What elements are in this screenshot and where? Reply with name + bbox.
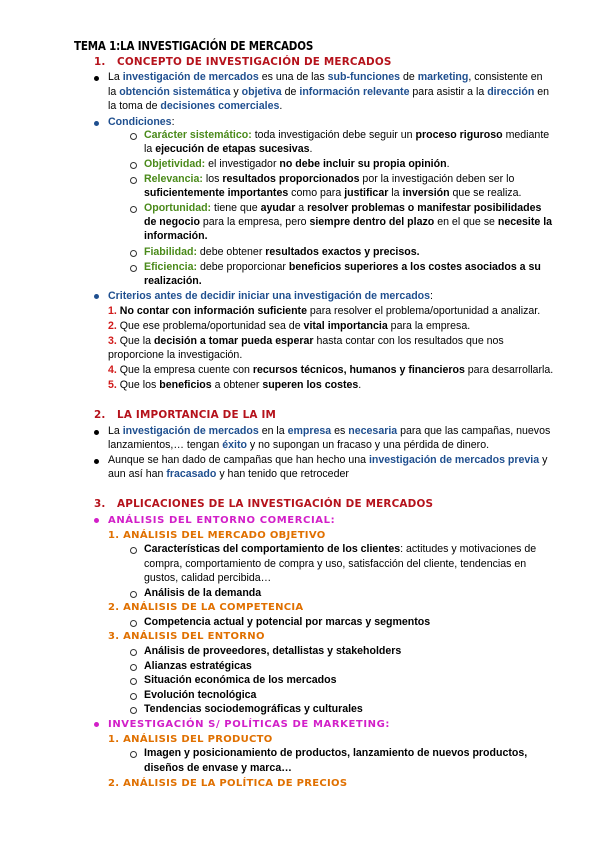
section-1-heading <box>94 56 392 68</box>
circle-bullet-icon <box>130 250 137 257</box>
subsection-title: 2. ANÁLISIS DE LA COMPETENCIA <box>108 602 304 613</box>
condition-line: Objetividad: el investigador no debe incluir su propia opinión. <box>144 158 450 170</box>
list-item: Competencia actual y potencial por marcas y segmentos <box>144 616 431 628</box>
bullet-icon <box>94 518 99 523</box>
subsection-title: 1. ANÁLISIS DEL MERCADO OBJETIVO <box>108 530 326 541</box>
condition-line: Carácter sistemático: toda investigación debe seguir un proceso riguroso mediante <box>144 129 550 141</box>
subsection-heading: INVESTIGACIÓN S/ POLÍTICAS DE MARKETING: <box>108 719 391 730</box>
subsection-title: 2. ANÁLISIS DE LA POLÍTICA DE PRECIOS <box>108 778 348 789</box>
criteria-item: 5. Que los beneficios a obtener superen los costes. <box>108 379 362 391</box>
section-1-title: CONCEPTO DE INVESTIGACIÓN DE MERCADOS <box>117 56 392 68</box>
bullet-icon <box>94 121 99 126</box>
circle-bullet-icon <box>130 265 137 272</box>
paragraph-line: la toma de decisiones comerciales. <box>108 100 283 112</box>
circle-bullet-icon <box>130 177 137 184</box>
criteria-label: Criterios antes de decidir iniciar una investigación de mercados: <box>108 290 433 302</box>
paragraph-line: la obtención sistemática y objetiva de información relevante para asistir a la dirección en <box>108 86 550 98</box>
subsection-title: 3. ANÁLISIS DEL ENTORNO <box>108 631 265 642</box>
circle-bullet-icon <box>130 162 137 169</box>
criteria-item: 2. Que ese problema/oportunidad sea de vital importancia para la empresa. <box>108 320 471 332</box>
section-3-number: 3. <box>94 498 106 510</box>
paragraph-line: lanzamientos,… tengan éxito y no supongan un fracaso y una pérdida de dinero. <box>108 439 490 451</box>
list-item: gustos, calidad percibida… <box>144 572 272 584</box>
list-item: compra, comportamiento de compra y uso, satisfacción del cliente, tendencias en <box>144 558 527 570</box>
circle-bullet-icon <box>130 133 137 140</box>
bullet-icon <box>94 722 99 727</box>
condition-line: Eficiencia: debe proporcionar beneficios superiores a los costes asociados a su <box>144 261 541 273</box>
criteria-item: 3. Que la decisión a tomar pueda esperar hasta contar con los resultados que nos <box>108 335 504 347</box>
section-3-heading <box>94 498 433 510</box>
condition-line: Oportunidad: tiene que ayudar a resolver problemas o manifestar posibilidades <box>144 202 542 214</box>
criteria-item: 4. Que la empresa cuente con recursos técnicos, humanos y financieros para desarrollarla. <box>108 364 554 376</box>
condition-line: la ejecución de etapas sucesivas. <box>144 143 313 155</box>
bullet-icon <box>94 294 99 299</box>
list-item: Alianzas estratégicas <box>144 660 252 672</box>
subsection-title: 1. ANÁLISIS DEL PRODUCTO <box>108 734 273 745</box>
page-title: TEMA 1:LA INVESTIGACIÓN DE MERCADOS <box>74 38 314 53</box>
list-item: Situación económica de los mercados <box>144 674 337 686</box>
subsection-heading: ANÁLISIS DEL ENTORNO COMERCIAL: <box>108 515 336 526</box>
conditions-label: Condiciones: <box>108 116 175 128</box>
condition-line: Fiabilidad: debe obtener resultados exactos y precisos. <box>144 246 420 258</box>
circle-bullet-icon <box>130 649 137 656</box>
condition-line: suficientemente importantes como para justificar la inversión que se realiza. <box>144 187 522 199</box>
circle-bullet-icon <box>130 664 137 671</box>
criteria-item: 1. No contar con información suficiente para resolver el problema/oportunidad a analizar. <box>108 305 541 317</box>
paragraph-line: Aunque se han dado de campañas que han hecho una investigación de mercados previa y <box>108 454 548 466</box>
section-2-number: 2. <box>94 409 106 421</box>
circle-bullet-icon <box>130 707 137 714</box>
circle-bullet-icon <box>130 620 137 627</box>
list-item: Tendencias sociodemográficas y culturales <box>144 703 363 715</box>
condition-line: Relevancia: los resultados proporcionados por la investigación deben ser lo <box>144 173 515 185</box>
condition-line: realización. <box>144 275 202 287</box>
condition-line: información. <box>144 230 208 242</box>
circle-bullet-icon <box>130 751 137 758</box>
list-item: Características del comportamiento de los clientes: actitudes y motivaciones de <box>144 543 537 555</box>
paragraph-line: La investigación de mercados en la empresa es necesaria para que las campañas, nuevos <box>108 425 551 437</box>
section-2-title: LA IMPORTANCIA DE LA IM <box>117 409 277 421</box>
circle-bullet-icon <box>130 591 137 598</box>
bullet-icon <box>94 430 99 435</box>
condition-line: de negocio para la empresa, pero siempre dentro del plazo en el que se necesite la <box>144 216 553 228</box>
circle-bullet-icon <box>130 678 137 685</box>
list-item: Análisis de la demanda <box>144 587 262 599</box>
paragraph-line: La investigación de mercados es una de las sub-funciones de marketing, consistente en <box>108 71 543 83</box>
list-item: Imagen y posicionamiento de productos, lanzamiento de nuevos productos, <box>144 747 528 759</box>
section-1-number: 1. <box>94 56 106 68</box>
circle-bullet-icon <box>130 206 137 213</box>
list-item: Análisis de proveedores, detallistas y stakeholders <box>144 645 402 657</box>
list-item: Evolución tecnológica <box>144 689 257 701</box>
circle-bullet-icon <box>130 547 137 554</box>
bullet-icon <box>94 459 99 464</box>
section-2-heading <box>94 409 276 421</box>
circle-bullet-icon <box>130 693 137 700</box>
list-item: diseños de envase y marca… <box>144 762 292 774</box>
criteria-item: proporcione la investigación. <box>108 349 243 361</box>
section-3-title: APLICACIONES DE LA INVESTIGACIÓN DE MERCADOS <box>117 498 434 510</box>
paragraph-line: aun así han fracasado y han tenido que retroceder <box>108 468 349 480</box>
bullet-icon <box>94 76 99 81</box>
